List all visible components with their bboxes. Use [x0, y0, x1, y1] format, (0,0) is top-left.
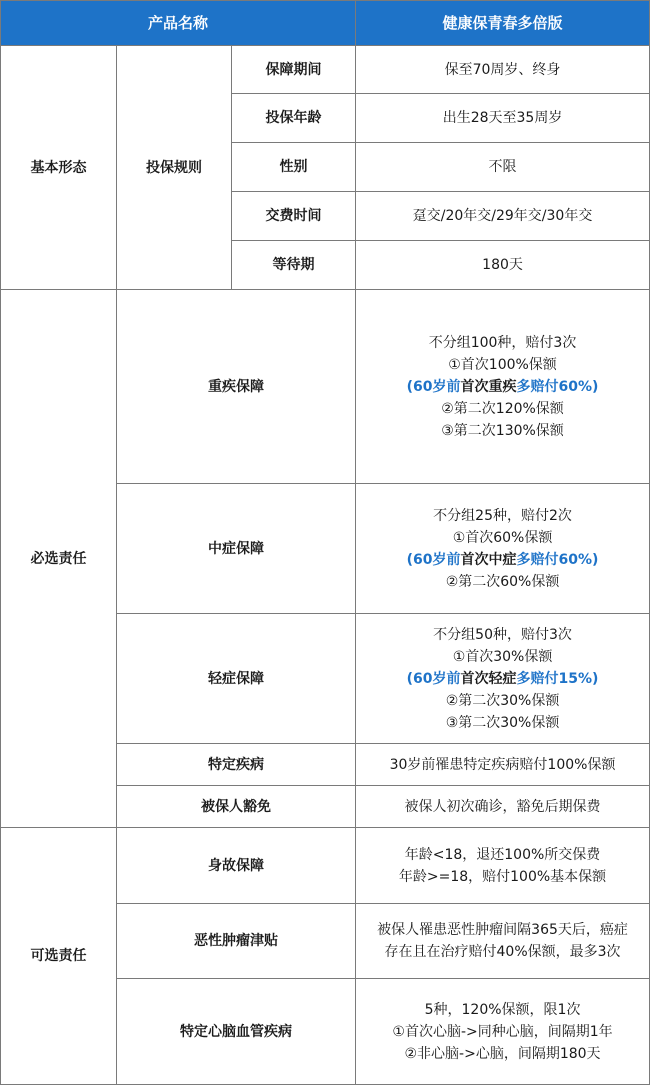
value-line: 5种，120%保额，限1次 — [424, 1001, 581, 1018]
bold-part: 首次中症 — [460, 551, 517, 568]
value-line: 被保人罹患恶性肿瘤间隔365天后，癌症 — [377, 922, 628, 938]
row-label: 保障期间 — [232, 46, 356, 94]
highlight-line — [360, 549, 645, 571]
row-label: 身故保障 — [117, 828, 356, 904]
value-line: ②非心脑->心脑，间隔期180天 — [404, 1045, 601, 1062]
row-label: 中症保障 — [117, 484, 356, 614]
row-label: 特定心脑血管疾病 — [117, 979, 356, 1085]
row-label: 交费时间 — [232, 192, 356, 241]
row-value: 不限 — [356, 143, 650, 192]
row-value-multiline — [356, 614, 650, 744]
highlight-part: 多赔付15%) — [516, 670, 599, 687]
value-line: ③第二次130%保额 — [441, 422, 564, 439]
bold-part: 首次重疾 — [460, 378, 517, 395]
row-label: 等待期 — [232, 241, 356, 290]
value-line: 年龄<18，退还100%所交保费 — [404, 846, 601, 863]
value-line: ③第二次30%保额 — [445, 714, 560, 731]
value-line: 不分组25种，赔付2次 — [433, 507, 572, 524]
highlight-part: (60岁前 — [406, 670, 461, 687]
header-row — [1, 1, 650, 46]
highlight-part: 多赔付60%) — [516, 551, 599, 568]
value-line: ②第二次30%保额 — [445, 692, 560, 709]
row-value-multiline — [356, 484, 650, 614]
section-basic-label: 基本形态 — [1, 46, 117, 290]
row-value: 出生28天至35周岁 — [356, 94, 650, 143]
value-line: 年龄>=18，赔付100%基本保额 — [398, 868, 607, 885]
highlight-part: (60岁前 — [406, 551, 461, 568]
value-line: ②第二次60%保额 — [445, 573, 560, 590]
row-value-multiline — [356, 290, 650, 484]
row-label: 特定疾病 — [117, 744, 356, 786]
row-value: 保至70周岁、终身 — [356, 46, 650, 94]
row-value: 趸交/20年交/29年交/30年交 — [356, 192, 650, 241]
header-product-name: 产品名称 — [1, 1, 356, 46]
table-row — [1, 46, 650, 94]
value-line: ①首次心脑->同种心脑，间隔期1年 — [392, 1023, 613, 1040]
header-product-title: 健康保青春多倍版 — [356, 1, 650, 46]
value-line: 不分组100种，赔付3次 — [428, 334, 577, 351]
value-line: ①首次30%保额 — [452, 648, 553, 665]
row-value-multiline — [356, 828, 650, 904]
row-label: 重疾保障 — [117, 290, 356, 484]
value-line: 不分组50种，赔付3次 — [433, 626, 572, 643]
row-label: 投保年龄 — [232, 94, 356, 143]
row-label: 性别 — [232, 143, 356, 192]
highlight-part: (60岁前 — [406, 378, 461, 395]
section-basic-sublabel: 投保规则 — [117, 46, 232, 290]
row-value: 180天 — [356, 241, 650, 290]
value-line: ①首次60%保额 — [452, 529, 553, 546]
row-label: 轻症保障 — [117, 614, 356, 744]
value-line: ①首次100%保额 — [448, 356, 557, 373]
value-line: ②第二次120%保额 — [441, 400, 564, 417]
highlight-line — [360, 668, 645, 690]
section-required-label: 必选责任 — [1, 290, 117, 828]
row-value: 30岁前罹患特定疾病赔付100%保额 — [356, 744, 650, 786]
row-value-multiline — [356, 904, 650, 979]
row-label: 被保人豁免 — [117, 786, 356, 828]
table-row — [1, 828, 650, 904]
table-row — [1, 290, 650, 484]
section-optional-label: 可选责任 — [1, 828, 117, 1085]
highlight-part: 多赔付60%) — [516, 378, 599, 395]
row-value: 被保人初次确诊，豁免后期保费 — [356, 786, 650, 828]
row-value-multiline — [356, 979, 650, 1085]
value-line: 存在且在治疗赔付40%保额，最多3次 — [384, 944, 621, 960]
bold-part: 首次轻症 — [460, 670, 517, 687]
highlight-line — [360, 376, 645, 398]
row-label: 恶性肿瘤津贴 — [117, 904, 356, 979]
